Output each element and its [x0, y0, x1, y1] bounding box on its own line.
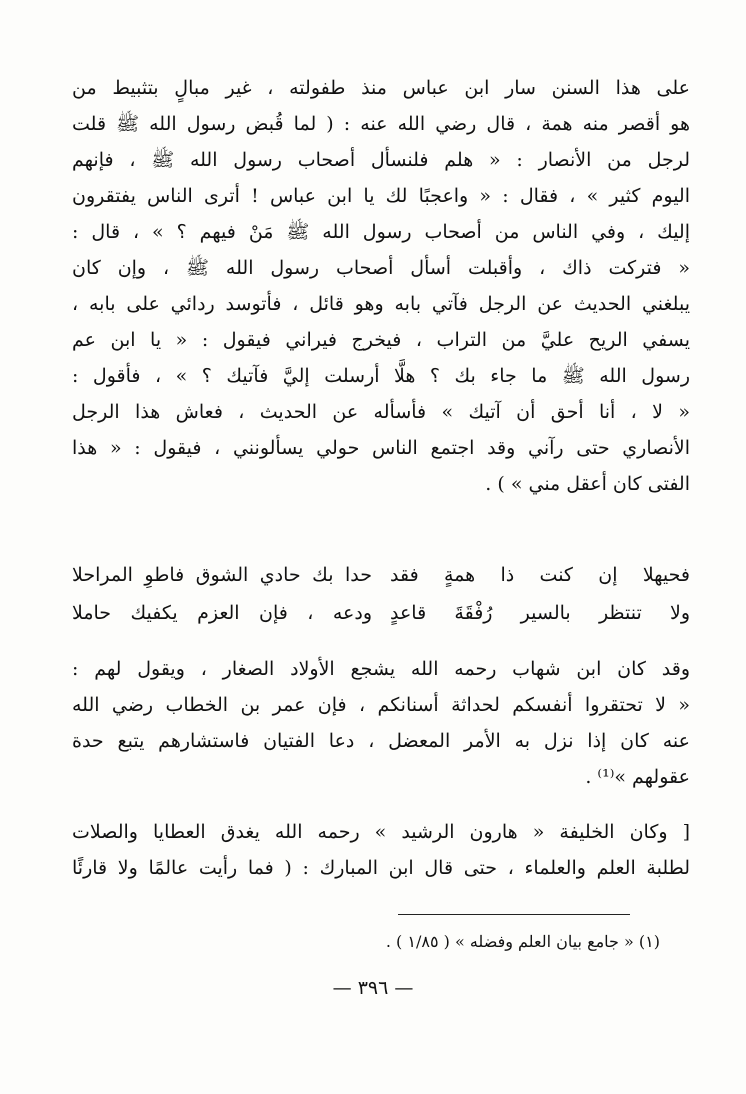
verse-second-hemistich: ودعه ، فإن العزم يكفيك حاملا: [72, 602, 372, 624]
text-line: اليوم كثير » ، فقال : « واعجبًا لك يا ابن عباس ! أترى الناس يفتقرون: [72, 185, 690, 207]
text-line: يبلغني الحديث عن الرجل فآتي بابه وهو قائل ، فأتوسد ردائي على بابه ،: [72, 293, 690, 315]
text-line: وقد كان ابن شهاب رحمه الله يشجع الأولاد الصغار ، ويقول لهم :: [72, 658, 690, 680]
text-line: « فتركت ذاك ، وأقبلت أسأل أصحاب رسول الله ﷺ ، وإن كان: [72, 257, 690, 279]
poem-verse: [72, 594, 690, 632]
text-line: « لا ، أنا أحق أن آتيك » فأسأله عن الحديث ، فعاش هذا الرجل: [72, 401, 690, 423]
footnote: (١) « جامع بيان العلم وفضله » ( ١/٨٥ ) .: [385, 932, 660, 951]
poem-verses: [72, 556, 690, 632]
paragraph-harun-al-rashid: [72, 814, 690, 886]
paragraph-ibn-abbas: [72, 70, 690, 502]
paragraph-ibn-shihab: [72, 651, 690, 795]
verse-first-hemistich: ولا تنتظر بالسير رُفْقَةَ قاعدٍ: [390, 602, 690, 624]
text-line: يسفي الريح عليَّ من التراب ، فيخرج فيراني فيقول : « يا ابن عم: [72, 329, 690, 351]
text-line: « لا تحتقروا أنفسكم لحداثة أسنانكم ، فإن عمر بن الخطاب رضي الله: [72, 694, 690, 716]
text-line: على هذا السنن سار ابن عباس منذ طفولته ، غير مبالٍ بتثبيط من: [72, 77, 690, 99]
text-line: لطلبة العلم والعلماء ، حتى قال ابن المبارك : ( فما رأيت عالمًا ولا قارئًا: [72, 857, 690, 879]
footnote-separator: [398, 914, 630, 915]
text-line: لرجل من الأنصار : « هلم فلنسأل أصحاب رسول الله ﷺ ، فإنهم: [72, 149, 690, 171]
text-line: الأنصاري حتى رآني وقد اجتمع الناس حولي يسألونني ، فيقول : « هذا: [72, 437, 690, 459]
verse-first-hemistich: فحيهلا إن كنت ذا همةٍ فقد: [390, 564, 690, 586]
text-line: عقولهم »⁽¹⁾ .: [585, 766, 690, 788]
poem-verse: [72, 556, 690, 594]
text-line: هو أقصر منه همة ، قال رضي الله عنه : ( لما قُبض رسول الله ﷺ قلت: [72, 113, 690, 135]
text-line: [ وكان الخليفة « هارون الرشيد » رحمه الله يغدق العطايا والصلات: [72, 821, 690, 843]
text-line: إليك ، وفي الناس من أصحاب رسول الله ﷺ مَنْ فيهم ؟ » ، قال :: [72, 221, 690, 243]
verse-second-hemistich: حدا بك حادي الشوق فاطوِ المراحلا: [72, 564, 372, 586]
page-number: — ٣٩٦ —: [332, 977, 414, 999]
text-line: رسول الله ﷺ ما جاء بك ؟ هلَّا أرسلت إليَّ فآتيك ؟ » ، فأقول :: [72, 365, 690, 387]
text-line: عنه كان إذا نزل به الأمر المعضل ، دعا الفتيان فاستشارهم يتبع حدة: [72, 730, 690, 752]
text-line: الفتى كان أعقل مني » ) .: [485, 473, 690, 495]
